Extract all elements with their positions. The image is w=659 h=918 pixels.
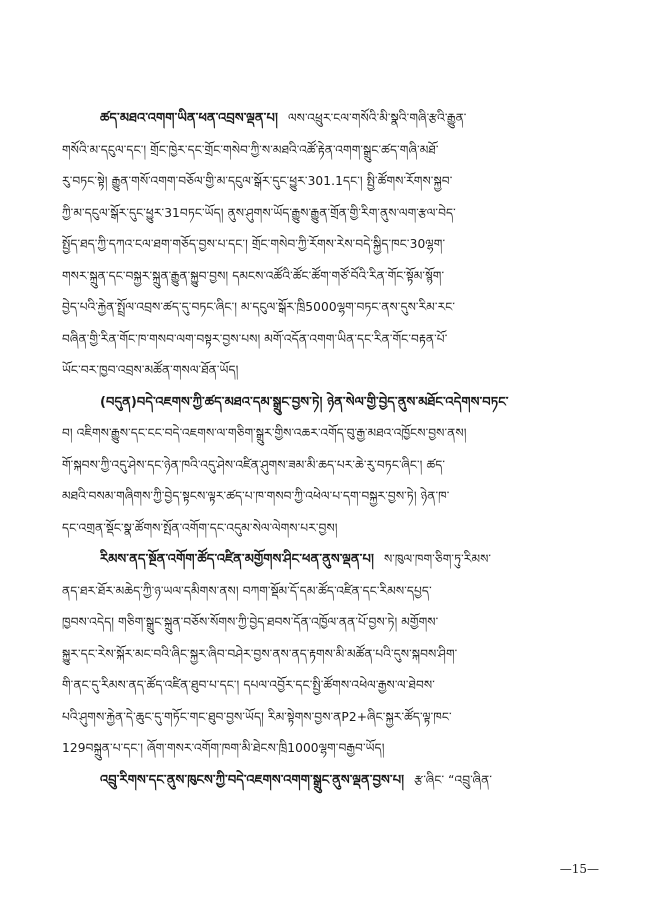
paragraph-heading: (བདུན)བདེ་འཇགས་ཀྱི་ཚད་མཐའ་དམ་སྒྲུང་བྱས་ཏེ། ཉེན་སེལ་གྱི་བྱེད་ནུས་མཐོང་འདེགས་བཏང་	[100, 394, 509, 410]
text-line: དང་འགྲན་སྡོང་སྣ་ཚོགས་སྤོན་འགོག་དང་འདུམ་སེལ་ལེགས་པར་བྱས།	[62, 520, 338, 535]
text-line: སྐྱུར་དང་རེས་སྐོར་མང་བའི་ཞིང་སྐྱར་ཞིབ་བཤེར་བྱས་ནས་ནད་རྟགས་མི་མཚོན་པའི་དུས་སྐབས་ཤིག་	[62, 646, 458, 661]
paragraph-heading: རིམས་ནད་སྔོན་འགོག་ཚོད་འཛིན་མགྱོགས་ཤིང་ཕན་ནུས་ལྡན་པ།	[100, 552, 374, 567]
text-line: ཚད་མཐའ་འགག་ཡིན་ཕན་འབྲས་ལྡན་པ། ལས་འཕྲུར་ངལ་གསོའི་མི་སྣའི་གཞི་རྩའི་རྒྱུན་	[100, 111, 467, 126]
paragraph-safety	[62, 387, 610, 545]
text-line: ཁྱབས་འདེད། གཅིག་སྒྲུང་སྐྲུན་བཅོས་སོགས་ཀྱི་བྱེད་ཐབས་དོན་འཁྱོལ་ནན་པོ་བྱས་ཏེ། མགྱོགས་	[62, 615, 439, 629]
text-line: སྤྱོད་ཐད་ཀྱི་དཀའ་ངལ་ཐག་གཅོད་བྱས་པ་དང་། གྲོང་གསེབ་ཀྱི་རོགས་རེས་བདེ་སྐྱིད་ཁང་30ལྷག་	[62, 237, 446, 251]
text-line: བ། འཇིགས་རྒྱུས་དང་ངང་བདེ་འཇགས་ལ་གཅིག་སྒྲུར་གྱིས་འཆར་འགོད་བུ་རྒྱ་མཐའ་འཁྱོངས་བྱས་ནས།	[62, 426, 467, 440]
text-line: བཞིན་གྱི་རིན་གོང་ཁ་གསབ་ལག་བསྟར་བྱས་པས། མགོ་འདོན་འགག་ཡིན་དང་རིན་གོང་བརྟན་པོ་	[62, 331, 448, 346]
text-line: གོ་སྐབས་ཀྱི་འདུ་ཤེས་དང་ཉེན་ཁའི་འདུ་ཤེས་འཛིན་ཤུགས་ཟམ་མི་ཆད་པར་ཆེ་རུ་བཏང་ཞིང་། ཚད་	[62, 457, 446, 472]
paragraph-heading: འབྲུ་རིགས་དང་ནུས་ཁུངས་ཀྱི་བདེ་འཇགས་འགག་སྒྲུང་ནུས་ལྡན་བྱས་པ།	[100, 772, 405, 788]
text-line: རིམས་ནད་སྔོན་འགོག་ཚོད་འཛིན་མགྱོགས་ཤིང་ཕན་ནུས་ལྡན་པ། ས་ཁུལ་ཁག་ཅིག་ཏུ་རིམས་	[100, 552, 492, 567]
text-line: འབྲུ་རིགས་དང་ནུས་ཁུངས་ཀྱི་བདེ་འཇགས་འགག་སྒྲུང་ནུས་ལྡན་བྱས་པ། རྩ་ཞིང་ “འབྲུ་ཞིན་	[100, 772, 493, 788]
text-line: གི་ནང་དུ་རིམས་ནད་ཚོད་འཛིན་ཐུབ་པ་དང་། དཔལ་འབྱོར་དང་སྤྱི་ཚོགས་འཕེལ་རྒྱས་ལ་ཐེབས་	[62, 678, 435, 692]
text-line: ནད་ཐར་ཐོར་མཆེད་ཀྱི་ཉ་ཡལ་དམིགས་ནས། བཀག་སྡོམ་དོ་དམ་ཚོད་འཛིན་དང་རིམས་དཔྱད་	[62, 583, 432, 598]
paragraph-energy	[62, 765, 610, 797]
text-line: གསར་སྐྲུན་དང་བསྐྱར་སྐྲུན་རྒྱུན་སྐྱུབ་བྱས། དམངས་འཚོའི་ཚོང་ཚོག་གཙོ་བོའི་རིན་གོང་སྟོམ་སྙོག་	[62, 268, 445, 283]
text-line: རུ་བཏང་སྟེ། རྒྱུན་གསོ་འགག་བཅོལ་གྱི་མ་དངུལ་སྒོར་དུང་ཕྱུར་301.1དང་། སྤྱི་ཚོགས་རོགས་སྐྱབ་	[62, 174, 453, 188]
page-number: —15—	[559, 862, 599, 876]
paragraph-heading: ཚད་མཐའ་འགག་ཡིན་ཕན་འབྲས་ལྡན་པ།	[100, 111, 278, 126]
text-line: ཡོང་བར་ཁྱབ་འབྲས་མཚོན་གསལ་ཐོན་ཡོད།	[62, 363, 239, 377]
paragraph-revenue	[62, 103, 610, 387]
text-line: ཀྱི་མ་དངུལ་སྒོར་དུང་ཕྱུར་31བཏང་ཡོད། ནུས་ཤུགས་ཡོད་རྒྱུས་རྒྱུན་གྲོན་གྱི་རིག་ནུས་ལག་རྩལ་བེད་	[62, 205, 456, 220]
text-line	[62, 387, 610, 419]
text-line: གསོའི་མ་དངུལ་དང་། གྲོང་ཁྱེར་དང་གྲོང་གསེབ་ཀྱི་ས་མཐའི་འཚོ་རྟེན་འགག་སྒྲུང་ཚད་གཞི་མཐོ་	[62, 142, 439, 157]
paragraph-epidemic	[62, 544, 610, 765]
text-line: མཐའི་བསམ་གཞིགས་ཀྱི་བྱེད་སྟངས་ལྟར་ཚད་པ་ཁ་གསབ་ཀྱི་འཕེལ་པ་དག་བསྐྱར་བྱས་ཏེ། ཉེན་ཁ་	[62, 489, 450, 503]
text-line: པའི་ཤུགས་རྐྱེན་དེ་ཆུང་དུ་གཏོང་གང་ཐུབ་བྱས་ཡོད། རིམ་སྟེགས་བྱས་ནP2+ཞིང་སྐྱར་ཚོད་ལྟ་ཁང་	[62, 709, 452, 724]
text-line: 129བསྐྲུན་པ་དང་། ཞོག་གསར་འགོག་ཁག་མི་ཐེངས་ཁྲི1000ལྷག་བརྒྱབ་ཡོད།	[62, 741, 385, 755]
text-line: བྱེད་པའི་རྐྱེན་སྤྲོལ་འབྲས་ཚད་དུ་བཏང་ཞིང་། མ་དངུལ་སྒོར་ཁྲི5000ལྷག་བཏང་ནས་དུས་རིམ་རང་	[62, 300, 456, 314]
document-body	[62, 103, 610, 796]
